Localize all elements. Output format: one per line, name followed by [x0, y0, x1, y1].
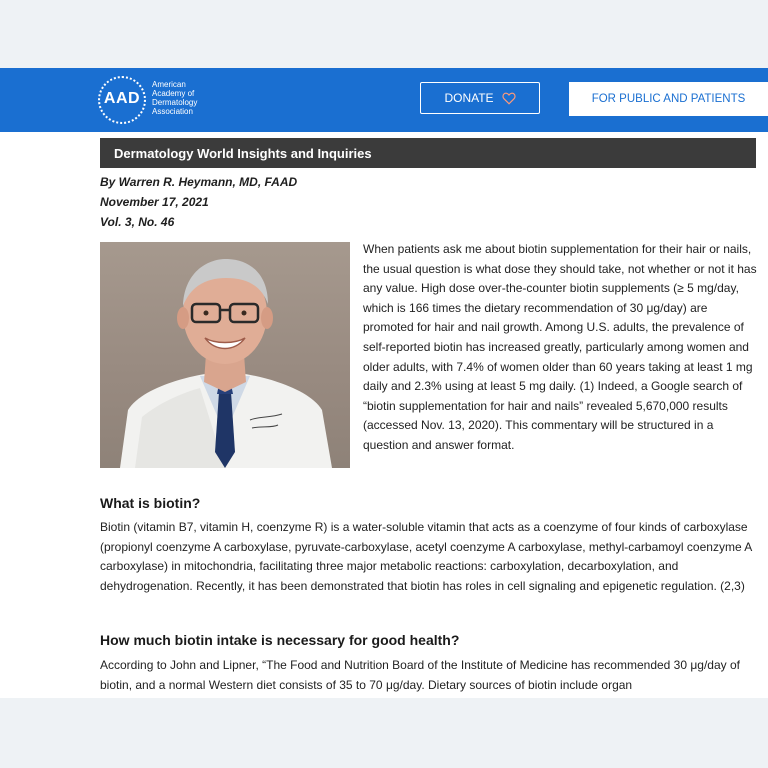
heading-biotin-intake: How much biotin intake is necessary for good health?: [100, 632, 460, 648]
article-page: [0, 68, 768, 698]
author-photo: [100, 242, 350, 468]
donate-label: DONATE: [444, 91, 494, 105]
heart-icon: [502, 92, 516, 105]
logo-line: American: [152, 80, 186, 89]
intro-paragraph: When patients ask me about biotin supplementation for their hair or nails, the usual question is what dose they should take, not whether or not it has any value. High dose over-the-counter biotin supplements (≥ 5 mg/day, which is 166 times the dietary recommendation of 30 μg/day) are promoted for hair and nail growth. Among U.S. adults, the prevalence of self-reported biotin has increased greatly, particularly among women and older adults, with 7.4% of women older than 60 years taking at least 1 mg daily and 2.3% using at least 5 mg daily. (1) Indeed, a Google search of “biotin supplementation for hair and nails” revealed 5,670,000 results (accessed Nov. 13, 2020). This commentary will be structured in a question and answer format.: [363, 242, 757, 452]
author-portrait-illustration: [100, 242, 350, 468]
logo-text: [152, 80, 222, 116]
site-header: [0, 68, 768, 132]
paragraph-biotin-intake: According to John and Lipner, “The Food and Nutrition Board of the Institute of Medicine has recommended 30 μg/day of biotin, and a normal Western diet consists of 35 to 70 μg/day. Dietary sources of biotin include organ: [100, 658, 740, 692]
logo-line: Academy of: [152, 89, 195, 98]
byline: By Warren R. Heymann, MD, FAAD: [100, 175, 298, 189]
donate-button[interactable]: [420, 82, 540, 114]
public-patients-button[interactable]: FOR PUBLIC AND PATIENTS: [569, 82, 768, 116]
section-title: Dermatology World Insights and Inquiries: [100, 138, 756, 168]
logo-line: Dermatology: [152, 98, 198, 107]
article-date: November 17, 2021: [100, 195, 209, 209]
bottom-margin: [0, 698, 768, 768]
volume-info: Vol. 3, No. 46: [100, 215, 175, 229]
heading-what-is-biotin: What is biotin?: [100, 495, 201, 511]
logo-line: Association: [152, 107, 193, 116]
article-meta: [100, 172, 500, 232]
aad-logo[interactable]: [98, 74, 218, 126]
paragraph-what-is-biotin: Biotin (vitamin B7, vitamin H, coenzyme R) is a water-soluble vitamin that acts as a coenzyme of four kinds of carboxylase (propionyl coenzyme A carboxylase, pyruvate-carboxylase, acetyl coenzyme A carboxylase, methyl-carbamoyl coenzyme A carboxylase) in mitochondria, facilitating three major metabolic reactions: carboxylation, decarboxylation, and dehydrogenation. Recently, it has been demonstrated that biotin has roles in cell signaling and epigenetic regulation. (2,3): [100, 520, 752, 593]
logo-abbr: AAD: [103, 90, 141, 107]
